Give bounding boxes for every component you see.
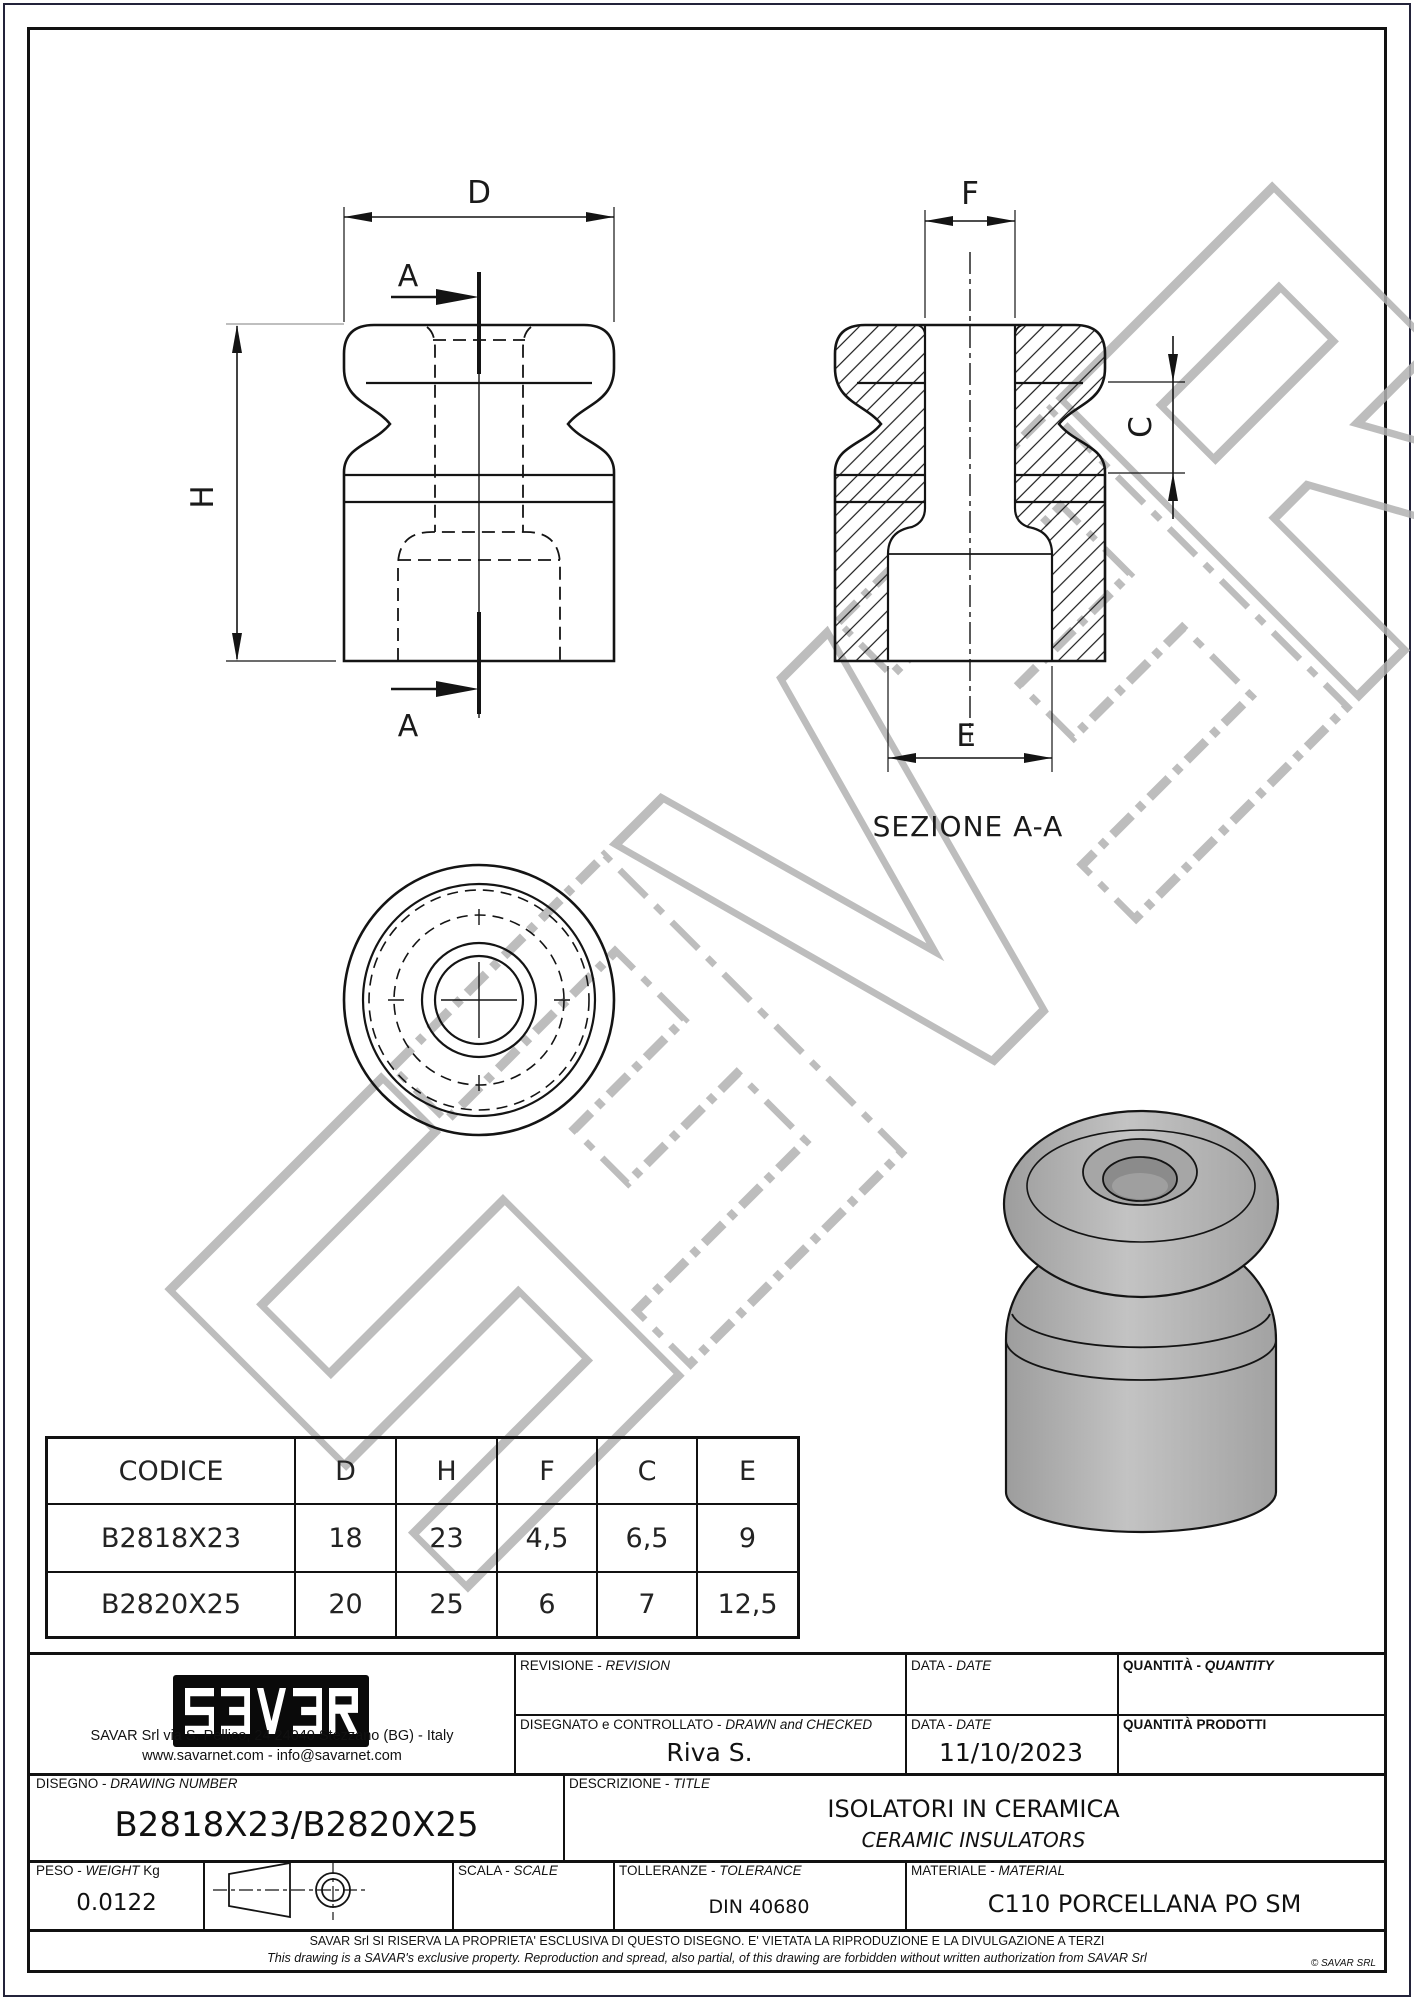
revision-cell [514,1655,905,1714]
company-address-line2: www.savarnet.com - info@savarnet.com [142,1748,402,1764]
quantity-produced-cell [1117,1714,1384,1773]
spec-header-f: F [498,1439,598,1505]
weight-label-en: WEIGHT [85,1863,140,1878]
dim-label-f: F [961,176,979,212]
description-value-it: ISOLATORI IN CERAMICA [827,1795,1120,1823]
date-bottom-label-it: DATA - [911,1717,953,1732]
disclaimer-row [30,1929,1384,1973]
material-label-it: MATERIALE - [911,1863,995,1878]
drawing-number-label-it: DISEGNO - [36,1776,107,1791]
title-block [30,1652,1384,1970]
weight-cell [30,1860,203,1929]
dim-label-c: C [1123,416,1159,438]
date-top-label-it: DATA - [911,1658,953,1673]
table-row-1-f: 4,5 [498,1505,598,1573]
front-view [226,207,614,718]
description-cell [563,1773,1384,1860]
spec-header-e: E [698,1439,797,1505]
tolerance-cell [613,1860,905,1929]
date-bottom-cell [905,1714,1117,1773]
company-address-line1: SAVAR Srl via S. Pellico, 24 24040 Stezzano (BG) - Italy [90,1728,454,1744]
section-label-a-bottom: A [397,709,419,744]
material-label-en: MATERIAL [998,1863,1066,1878]
date-top-label-en: DATE [956,1658,992,1673]
date-bottom-value: 11/10/2023 [938,1738,1084,1767]
top-view [344,865,614,1135]
company-cell [30,1655,514,1773]
copyright-note: © SAVAR SRL [1310,1958,1376,1969]
scale-label-it: SCALA - [458,1863,510,1878]
drawn-value: Riva S. [666,1738,753,1767]
dim-label-d: D [467,175,491,211]
date-bottom-label-en: DATE [956,1717,992,1732]
material-cell [905,1860,1384,1929]
scale-label-en: SCALE [513,1863,558,1878]
drawing-number-label-en: DRAWING NUMBER [110,1776,238,1791]
drawing-number-cell [30,1773,563,1860]
date-top-cell [905,1655,1117,1714]
table-row-2-f: 6 [498,1573,598,1636]
spec-header-c: C [598,1439,698,1505]
dim-label-h: H [185,485,221,509]
drawn-label-it: DISEGNATO e CONTROLLATO - [520,1717,722,1732]
table-row-1-h: 23 [397,1505,498,1573]
weight-label-it: PESO - [36,1863,82,1878]
spec-header-d: D [296,1439,397,1505]
tolerance-value: DIN 40680 [708,1896,810,1918]
disclaimer-line-en: This drawing is a SAVAR's exclusive property. Reproduction and spread, also partial, of this drawing are forbidden without written authorization from SAVAR Srl [267,1951,1147,1965]
table-row-2-d: 20 [296,1573,397,1636]
description-label-it: DESCRIZIONE - [569,1776,670,1791]
disclaimer-line-it: SAVAR Srl SI RISERVA LA PROPRIETA' ESCLUSIVA DI QUESTO DISEGNO. E' VIETATA LA RIPRODUZIONE E LA DIVULGAZIONE A TERZI [309,1934,1105,1948]
weight-value: 0.0122 [76,1890,157,1916]
dim-label-e: E [956,718,976,754]
description-label-en: TITLE [673,1776,711,1791]
section-caption: SEZIONE A-A [872,810,1064,843]
quantity-label-it: QUANTITÀ - [1123,1658,1201,1673]
drawn-label-en: DRAWN and CHECKED [725,1717,873,1732]
table-row-2-codice: B2820X25 [48,1573,296,1636]
material-value: C110 PORCELLANA PO SM [987,1890,1302,1918]
dim-h [226,324,344,661]
weight-label-suffix: Kg [143,1863,160,1878]
table-row-2-e: 12,5 [717,1589,778,1620]
table-row-1-c: 6,5 [598,1505,698,1573]
table-row-2-h: 25 [397,1573,498,1636]
section-arrow-bottom [391,681,479,697]
projection-symbol-cell [203,1860,452,1929]
spec-table [45,1436,800,1639]
scale-cell [452,1860,613,1929]
table-row-1-e: 9 [698,1505,797,1573]
quantity-produced-label: QUANTITÀ PRODOTTI [1123,1717,1267,1732]
spec-header-h: H [397,1439,498,1505]
tolerance-label-it: TOLLERANZE - [619,1863,716,1878]
revision-label-en: REVISION [605,1658,671,1673]
table-row-2-c: 7 [598,1573,698,1636]
revision-label-it: REVISIONE - [520,1658,602,1673]
description-value-en: CERAMIC INSULATORS [861,1828,1086,1852]
table-row-1-codice: B2818X23 [48,1505,296,1573]
drawing-number-value: B2818X23/B2820X25 [114,1805,479,1845]
drawn-cell [514,1714,905,1773]
quantity-label-en: QUANTITY [1204,1658,1274,1673]
section-label-a-top: A [397,259,419,294]
quantity-cell [1117,1655,1384,1714]
table-row-1-d: 18 [296,1505,397,1573]
tolerance-label-en: TOLERANCE [719,1863,802,1878]
render-3d [1004,1111,1278,1532]
spec-header-codice: CODICE [48,1439,296,1505]
